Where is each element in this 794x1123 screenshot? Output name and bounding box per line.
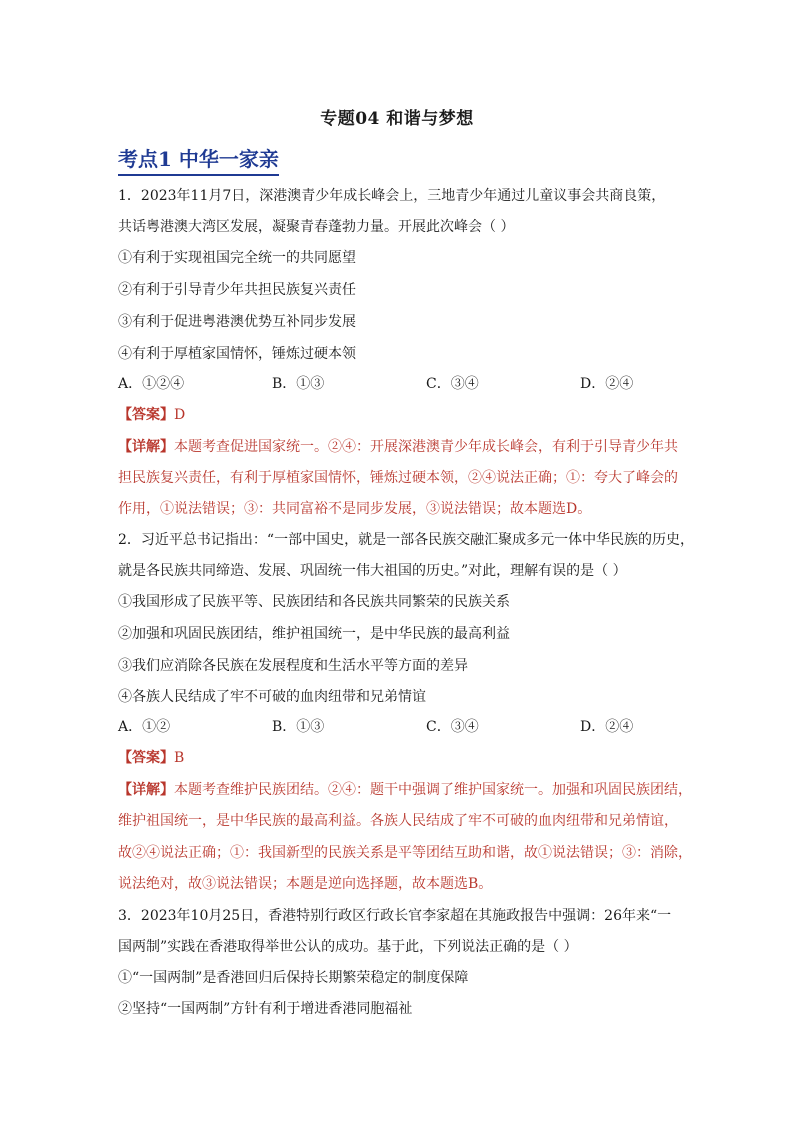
q1-option-d: D．②④ [580, 376, 634, 392]
q3-stem-line: 3．2023年10月25日，香港特别行政区行政长官李家超在其施政报告中强调：26年来“一 [118, 908, 672, 924]
q2-option-c: C．③④ [426, 719, 479, 735]
q2-option-a: A．①② [118, 719, 171, 735]
q2-stem-line: 就是各民族共同缔造、发展、巩固统一伟大祖国的历史。”对此，理解有误的是（ ） [118, 563, 627, 579]
q2-statement: ④各族人民结成了牢不可破的血肉纽带和兄弟情谊 [118, 689, 426, 705]
answer-value: D [174, 407, 186, 423]
answer-tag: 【答案】 [118, 407, 174, 423]
q2-statement: ③我们应消除各民族在发展程度和生活水平等方面的差异 [118, 658, 468, 674]
detail-tag: 【详解】 [118, 782, 174, 798]
detail-text: 本题考查促进国家统一。②④：开展深港澳青少年成长峰会，有利于引导青少年共 [174, 439, 678, 455]
q1-option-b: B．①③ [272, 376, 325, 392]
detail-text: 本题考查维护民族团结。②④：题干中强调了维护国家统一。加强和巩固民族团结， [174, 782, 692, 798]
q3-statement: ②坚持“一国两制”方针有利于增进香港同胞福祉 [118, 1001, 413, 1017]
q3-statement: ①“一国两制”是香港回归后保持长期繁荣稳定的制度保障 [118, 970, 469, 986]
q2-detail-line: 说法绝对，故③说法错误；本题是逆向选择题，故本题选B。 [118, 876, 493, 892]
q2-statement: ②加强和巩固民族团结，维护祖国统一，是中华民族的最高利益 [118, 626, 510, 642]
q1-statement: ①有利于实现祖国完全统一的共同愿望 [118, 250, 356, 266]
q1-stem-line: 共话粤港澳大湾区发展，凝聚青春蓬勃力量。开展此次峰会（ ） [118, 219, 515, 235]
q1-detail-line: 担民族复兴责任，有利于厚植家国情怀，锤炼过硬本领，②④说法正确；①：夸大了峰会的 [118, 470, 678, 486]
q1-detail-line [118, 437, 678, 457]
answer-value: B [174, 750, 185, 766]
q1-statement: ②有利于引导青少年共担民族复兴责任 [118, 282, 356, 298]
section-heading: 考点1 中华一家亲 [118, 146, 279, 176]
q2-detail-line [118, 780, 692, 800]
q1-statement: ③有利于促进粤港澳优势互补同步发展 [118, 314, 356, 330]
q2-statement: ①我国形成了民族平等、民族团结和各民族共同繁荣的民族关系 [118, 594, 510, 610]
q3-stem-line: 国两制”实践在香港取得举世公认的成功。基于此，下列说法正确的是（ ） [118, 939, 578, 955]
detail-tag: 【详解】 [118, 439, 174, 455]
q1-option-c: C．③④ [426, 376, 479, 392]
q1-answer [118, 405, 678, 425]
q1-option-a: A．①②④ [118, 376, 185, 392]
q1-statement: ④有利于厚植家国情怀，锤炼过硬本领 [118, 346, 356, 362]
q2-option-b: B．①③ [272, 719, 325, 735]
q2-stem-line: 2．习近平总书记指出：“一部中国史，就是一部各民族交融汇聚成多元一体中华民族的历史， [118, 532, 695, 548]
q2-detail-line: 维护祖国统一，是中华民族的最高利益。各族人民结成了牢不可破的血肉纽带和兄弟情谊， [118, 813, 678, 829]
q1-detail-line: 作用，①说法错误；③：共同富裕不是同步发展，③说法错误；故本题选D。 [118, 501, 592, 517]
q2-detail-line: 故②④说法正确；①：我国新型的民族关系是平等团结互助和谐，故①说法错误；③：消除， [118, 845, 692, 861]
q1-stem-line: 1．2023年11月7日，深港澳青少年成长峰会上，三地青少年通过儿童议事会共商良策， [118, 188, 666, 204]
answer-tag: 【答案】 [118, 750, 174, 766]
page-title: 专题04 和谐与梦想 [320, 109, 474, 129]
q2-answer [118, 748, 678, 768]
q2-option-d: D．②④ [580, 719, 634, 735]
